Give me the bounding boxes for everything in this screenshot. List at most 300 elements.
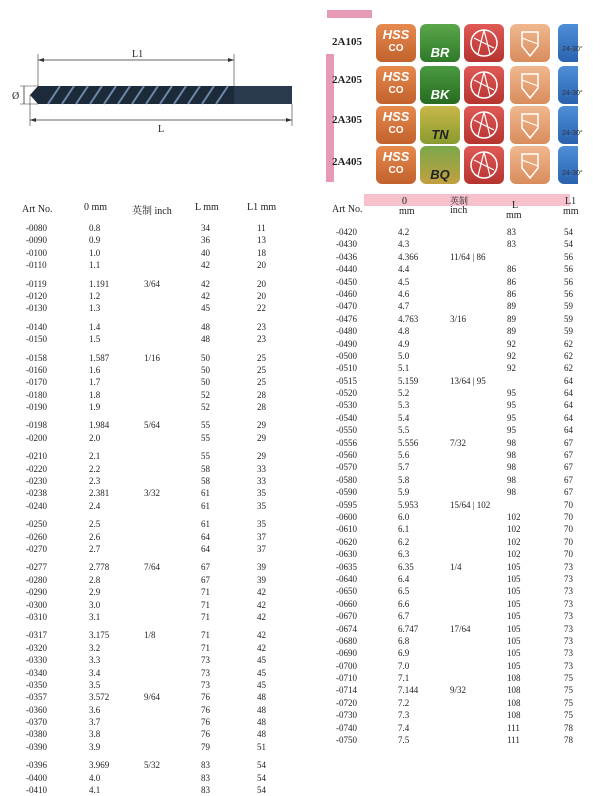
cell-l: 50 <box>201 377 210 388</box>
cell-l: 71 <box>201 587 210 598</box>
cell-l1: 67 <box>564 474 573 485</box>
cell-mm: 6.5 <box>398 586 410 597</box>
cell-mm: 3.4 <box>89 667 101 678</box>
co-text: CO <box>388 125 404 136</box>
drill-tip-icon <box>510 106 550 144</box>
table-row <box>336 697 606 709</box>
cell-mm: 5.6 <box>398 450 410 461</box>
cell-art: -0660 <box>336 598 357 609</box>
cell-l1: 39 <box>257 574 266 585</box>
cell-l: 98 <box>507 474 516 485</box>
header-l1-bottom: mm <box>563 206 579 217</box>
table-row <box>26 629 306 641</box>
cell-art: -0250 <box>26 519 47 530</box>
drill-tip-icon <box>510 146 550 184</box>
cell-l: 105 <box>507 561 521 572</box>
table-row <box>26 450 306 462</box>
cell-art: -0130 <box>26 303 47 314</box>
table-row <box>26 654 306 666</box>
header-art-no: Art No. <box>332 204 363 215</box>
cell-art: -0270 <box>26 543 47 554</box>
table-row <box>336 437 606 449</box>
cell-art: -0357 <box>26 692 47 703</box>
table-row <box>336 412 606 424</box>
cell-mm: 4.1 <box>89 785 101 796</box>
code-label: 2A305 <box>332 114 362 126</box>
cell-l: 105 <box>507 573 521 584</box>
drill-tip-icon <box>510 66 550 104</box>
cell-art: -0190 <box>26 402 47 413</box>
cell-l: 105 <box>507 623 521 634</box>
cell-l: 55 <box>201 451 210 462</box>
shank-icon <box>558 106 578 144</box>
cell-l1: 20 <box>257 290 266 301</box>
cell-art: -0714 <box>336 685 357 696</box>
cell-art: -0300 <box>26 599 47 610</box>
cell-l1: 54 <box>257 772 266 783</box>
cell-l: 34 <box>201 223 210 233</box>
cell-mm: 2.3 <box>89 476 101 487</box>
header-l1-mm: L1 mm <box>247 202 277 213</box>
table-row <box>26 611 306 623</box>
cell-mm: 1.3 <box>89 303 101 314</box>
cell-art: -0476 <box>336 313 357 324</box>
cell-mm: 4.7 <box>398 301 410 312</box>
cell-mm: 2.2 <box>89 463 101 474</box>
cell-l: 83 <box>201 760 210 771</box>
hss-co-badge <box>376 106 416 144</box>
cell-l: 64 <box>201 531 210 542</box>
cell-l1: 28 <box>257 402 266 413</box>
cell-art: -0170 <box>26 377 47 388</box>
shank-icon <box>558 66 578 104</box>
cell-l1: 75 <box>564 710 573 721</box>
point-angle-icon <box>464 66 504 104</box>
cell-mm: 1.2 <box>89 290 101 301</box>
cell-mm: 7.1 <box>398 673 410 684</box>
cell-mm: 4.4 <box>398 264 410 275</box>
cell-art: -0320 <box>26 642 47 653</box>
cell-inch: 3/64 <box>144 278 161 289</box>
cell-l1: 35 <box>257 500 266 511</box>
cell-mm: 0.9 <box>89 235 101 246</box>
cell-art: -0450 <box>336 276 357 287</box>
cell-l1: 11 <box>257 223 266 233</box>
cell-l: 36 <box>201 235 210 246</box>
point-angle-icon <box>464 106 504 144</box>
cell-l: 108 <box>507 685 521 696</box>
cell-l1: 28 <box>257 389 266 400</box>
cell-art: -0520 <box>336 388 357 399</box>
header-inch-top: 英制 <box>450 196 469 206</box>
left-size-table <box>26 222 306 796</box>
cell-mm: 3.3 <box>89 655 101 666</box>
hss-text: HSS <box>382 149 410 164</box>
header-mm: 0 mm <box>84 202 108 213</box>
cell-l: 89 <box>507 313 516 324</box>
cell-art: -0740 <box>336 722 357 733</box>
table-row <box>26 376 306 388</box>
hss-text: HSS <box>382 27 410 42</box>
cell-l1: 22 <box>257 303 266 314</box>
cell-l1: 48 <box>257 692 266 703</box>
cell-inch: 5/32 <box>144 760 161 771</box>
cell-mm: 1.4 <box>89 321 101 332</box>
cell-mm: 7.5 <box>398 735 410 746</box>
cell-l1: 59 <box>564 301 573 312</box>
point-angle-icon <box>464 24 504 62</box>
cell-mm: 6.35 <box>398 561 414 572</box>
cell-l1: 73 <box>564 648 573 659</box>
table-row <box>336 709 606 721</box>
cell-inch: 7/64 <box>144 562 161 573</box>
cell-art: -0277 <box>26 562 47 573</box>
table-row <box>26 247 306 259</box>
cell-art: -0730 <box>336 710 357 721</box>
cell-l1: 48 <box>257 717 266 728</box>
cell-mm: 5.556 <box>398 437 419 448</box>
product-code-panel <box>322 10 610 185</box>
cell-l: 95 <box>507 388 516 399</box>
cell-art: -0140 <box>26 321 47 332</box>
cell-l1: 70 <box>564 524 573 535</box>
header-l-bottom: mm <box>506 210 522 221</box>
hss-co-badge <box>376 66 416 104</box>
code-label: 2A405 <box>332 156 362 168</box>
cell-art: -0350 <box>26 679 47 690</box>
cell-mm: 6.4 <box>398 573 410 584</box>
cell-l1: 64 <box>564 412 573 423</box>
table-row <box>336 573 606 585</box>
cell-mm: 2.778 <box>89 562 110 573</box>
cell-inch: 7/32 <box>450 437 467 448</box>
cell-l1: 64 <box>564 400 573 411</box>
cell-inch: 9/64 <box>144 692 161 703</box>
cell-mm: 4.763 <box>398 313 419 324</box>
cell-l1: 56 <box>564 264 573 275</box>
cell-art: -0310 <box>26 611 47 622</box>
cell-l1: 62 <box>564 363 573 374</box>
cell-inch: 9/32 <box>450 685 467 696</box>
table-row <box>336 461 606 473</box>
cell-mm: 5.9 <box>398 487 410 498</box>
cell-mm: 2.8 <box>89 574 101 585</box>
cell-mm: 0.8 <box>89 223 101 233</box>
table-row <box>336 350 606 362</box>
cell-mm: 2.7 <box>89 543 101 554</box>
table-row <box>336 251 606 263</box>
cell-mm: 4.6 <box>398 288 410 299</box>
cell-l1: 73 <box>564 573 573 584</box>
cell-l1: 59 <box>564 326 573 337</box>
cell-mm: 3.572 <box>89 692 110 703</box>
cell-l1: 23 <box>257 334 266 345</box>
cell-l: 89 <box>507 326 516 337</box>
cell-l1: 54 <box>257 785 266 796</box>
cell-art: -0630 <box>336 549 357 560</box>
table-row <box>336 375 606 387</box>
cell-art: -0238 <box>26 488 47 499</box>
cell-art: -0220 <box>26 463 47 474</box>
table-row <box>336 238 606 250</box>
cell-l: 92 <box>507 338 516 349</box>
cell-art: -0710 <box>336 673 357 684</box>
cell-l1: 45 <box>257 655 266 666</box>
cell-l: 95 <box>507 425 516 436</box>
cell-l: 73 <box>201 655 210 666</box>
cell-mm: 5.1 <box>398 363 410 374</box>
cell-l1: 29 <box>257 432 266 443</box>
cell-l: 42 <box>201 278 210 289</box>
coating-text: BQ <box>430 167 450 182</box>
cell-l1: 33 <box>257 476 266 487</box>
cell-mm: 7.144 <box>398 685 419 696</box>
cell-l1: 42 <box>257 599 266 610</box>
coating-text: BK <box>430 87 450 102</box>
cell-l1: 70 <box>564 549 573 560</box>
cell-art: -0674 <box>336 623 357 634</box>
cell-l: 95 <box>507 400 516 411</box>
cell-l1: 42 <box>257 630 266 641</box>
cell-l1: 48 <box>257 704 266 715</box>
cell-l: 50 <box>201 364 210 375</box>
angle-label: 24-30° <box>562 90 583 97</box>
table-row <box>26 691 306 703</box>
cell-inch: 1/16 <box>144 352 161 363</box>
cell-mm: 3.6 <box>89 704 101 715</box>
cell-l1: 70 <box>564 499 573 510</box>
table-row <box>26 278 306 290</box>
cell-mm: 2.381 <box>89 488 110 499</box>
cell-l1: 78 <box>564 722 573 733</box>
table-row <box>336 672 606 684</box>
cell-mm: 5.4 <box>398 412 410 423</box>
cell-l1: 73 <box>564 660 573 671</box>
cell-art: -0396 <box>26 760 47 771</box>
table-row <box>336 585 606 597</box>
cell-art: -0420 <box>336 227 357 237</box>
cell-inch: 13/64 | 95 <box>450 375 486 386</box>
cell-art: -0410 <box>26 785 47 796</box>
table-row <box>26 321 306 333</box>
cell-l1: 37 <box>257 531 266 542</box>
cell-mm: 3.2 <box>89 642 101 653</box>
cell-l1: 73 <box>564 586 573 597</box>
cell-l: 86 <box>507 288 516 299</box>
cell-l: 67 <box>201 574 210 585</box>
cell-l: 40 <box>201 247 210 258</box>
cell-art: -0580 <box>336 474 357 485</box>
l1-label: L1 <box>132 49 144 60</box>
table-row <box>26 586 306 598</box>
table-row <box>26 419 306 431</box>
cell-art: -0556 <box>336 437 357 448</box>
cell-art: -0330 <box>26 655 47 666</box>
table-row <box>26 432 306 444</box>
cell-l1: 73 <box>564 611 573 622</box>
cell-art: -0230 <box>26 476 47 487</box>
cell-l: 48 <box>201 321 210 332</box>
cell-l: 71 <box>201 630 210 641</box>
cell-mm: 1.8 <box>89 389 101 400</box>
cell-art: -0090 <box>26 235 47 246</box>
cell-art: -0680 <box>336 635 357 646</box>
table-row <box>336 486 606 498</box>
cell-l1: 73 <box>564 598 573 609</box>
header-l1-top: L1 <box>565 196 577 207</box>
cell-l: 108 <box>507 697 521 708</box>
shank-icon <box>558 146 578 184</box>
cell-l: 86 <box>507 276 516 287</box>
table-row <box>336 722 606 734</box>
angle-label: 24-30° <box>562 170 583 177</box>
cell-l: 42 <box>201 290 210 301</box>
cell-mm: 3.8 <box>89 729 101 740</box>
cell-art: -0240 <box>26 500 47 511</box>
point-angle-icon <box>464 146 504 184</box>
table-row <box>336 511 606 523</box>
cell-l1: 42 <box>257 642 266 653</box>
cell-art: -0158 <box>26 352 47 363</box>
cell-art: -0436 <box>336 251 357 262</box>
cell-l: 92 <box>507 363 516 374</box>
table-row <box>336 399 606 411</box>
header-mm-bottom: mm <box>399 206 415 217</box>
cell-art: -0360 <box>26 704 47 715</box>
cell-art: -0750 <box>336 735 357 746</box>
cell-mm: 5.7 <box>398 462 410 473</box>
cell-l1: 59 <box>564 313 573 324</box>
cell-l: 108 <box>507 673 521 684</box>
cell-l: 48 <box>201 334 210 345</box>
cell-l: 55 <box>201 420 210 431</box>
cell-l: 102 <box>507 536 521 547</box>
cell-l: 61 <box>201 500 210 511</box>
code-label: 2A105 <box>332 36 362 48</box>
angle-label: 24-30° <box>562 46 583 53</box>
cell-art: -0370 <box>26 717 47 728</box>
pink-bar-top <box>327 10 372 18</box>
cell-mm: 4.3 <box>398 239 410 250</box>
angle-label: 24-30° <box>562 130 583 137</box>
cell-art: -0150 <box>26 334 47 345</box>
cell-l1: 35 <box>257 488 266 499</box>
cell-inch: 17/64 <box>450 623 471 634</box>
table-row <box>336 263 606 275</box>
cell-art: -0620 <box>336 536 357 547</box>
cell-mm: 5.5 <box>398 425 410 436</box>
table-row <box>26 290 306 302</box>
cell-art: -0440 <box>336 264 357 275</box>
table-row <box>336 325 606 337</box>
cell-mm: 2.0 <box>89 432 101 443</box>
coating-text: TN <box>431 127 449 142</box>
cell-mm: 1.1 <box>89 260 101 271</box>
table-row <box>26 543 306 555</box>
cell-art: -0080 <box>26 223 47 233</box>
cell-mm: 3.7 <box>89 717 101 728</box>
table-row <box>336 523 606 535</box>
cell-l: 76 <box>201 729 210 740</box>
table-row <box>26 772 306 784</box>
cell-art: -0290 <box>26 587 47 598</box>
table-row <box>26 667 306 679</box>
cell-art: -0430 <box>336 239 357 250</box>
cell-l: 98 <box>507 487 516 498</box>
cell-l1: 67 <box>564 462 573 473</box>
cell-l: 58 <box>201 463 210 474</box>
cell-art: -0200 <box>26 432 47 443</box>
table-row <box>336 338 606 350</box>
cell-art: -0720 <box>336 697 357 708</box>
table-row <box>26 574 306 586</box>
cell-l1: 39 <box>257 562 266 573</box>
drill-tip-icon <box>510 24 550 62</box>
table-row <box>26 704 306 716</box>
cell-l1: 25 <box>257 364 266 375</box>
cell-l: 102 <box>507 549 521 560</box>
cell-l: 73 <box>201 667 210 678</box>
cell-mm: 1.7 <box>89 377 101 388</box>
cell-l: 42 <box>201 260 210 271</box>
cell-l: 52 <box>201 389 210 400</box>
cell-art: -0570 <box>336 462 357 473</box>
l-label: L <box>158 124 165 135</box>
table-row <box>336 387 606 399</box>
co-text: CO <box>388 85 404 96</box>
cell-l: 55 <box>201 432 210 443</box>
cell-l1: 51 <box>257 741 266 752</box>
table-row <box>26 401 306 413</box>
cell-l: 86 <box>507 264 516 275</box>
table-row <box>26 518 306 530</box>
cell-l: 45 <box>201 303 210 314</box>
cell-l1: 42 <box>257 587 266 598</box>
table-row <box>336 561 606 573</box>
table-row <box>336 362 606 374</box>
cell-l: 71 <box>201 611 210 622</box>
cell-l: 64 <box>201 543 210 554</box>
table-row <box>26 741 306 753</box>
cell-l1: 62 <box>564 350 573 361</box>
cell-art: -0540 <box>336 412 357 423</box>
cell-mm: 1.6 <box>89 364 101 375</box>
cell-l: 61 <box>201 519 210 530</box>
table-row <box>26 222 306 234</box>
cell-mm: 5.3 <box>398 400 410 411</box>
cell-l1: 70 <box>564 511 573 522</box>
table-row <box>336 499 606 511</box>
cell-art: -0120 <box>26 290 47 301</box>
cell-l1: 78 <box>564 735 573 746</box>
cell-l: 71 <box>201 599 210 610</box>
cell-l: 98 <box>507 437 516 448</box>
right-size-table <box>336 226 606 746</box>
cell-l: 83 <box>201 785 210 796</box>
shank-icon <box>558 24 578 62</box>
table-row <box>26 333 306 345</box>
cell-mm: 6.8 <box>398 635 410 646</box>
cell-art: -0690 <box>336 648 357 659</box>
cell-l: 98 <box>507 462 516 473</box>
cell-art: -0160 <box>26 364 47 375</box>
cell-mm: 5.0 <box>398 350 410 361</box>
cell-mm: 5.2 <box>398 388 410 399</box>
table-row <box>336 610 606 622</box>
cell-art: -0510 <box>336 363 357 374</box>
cell-mm: 4.9 <box>398 338 410 349</box>
cell-mm: 3.0 <box>89 599 101 610</box>
